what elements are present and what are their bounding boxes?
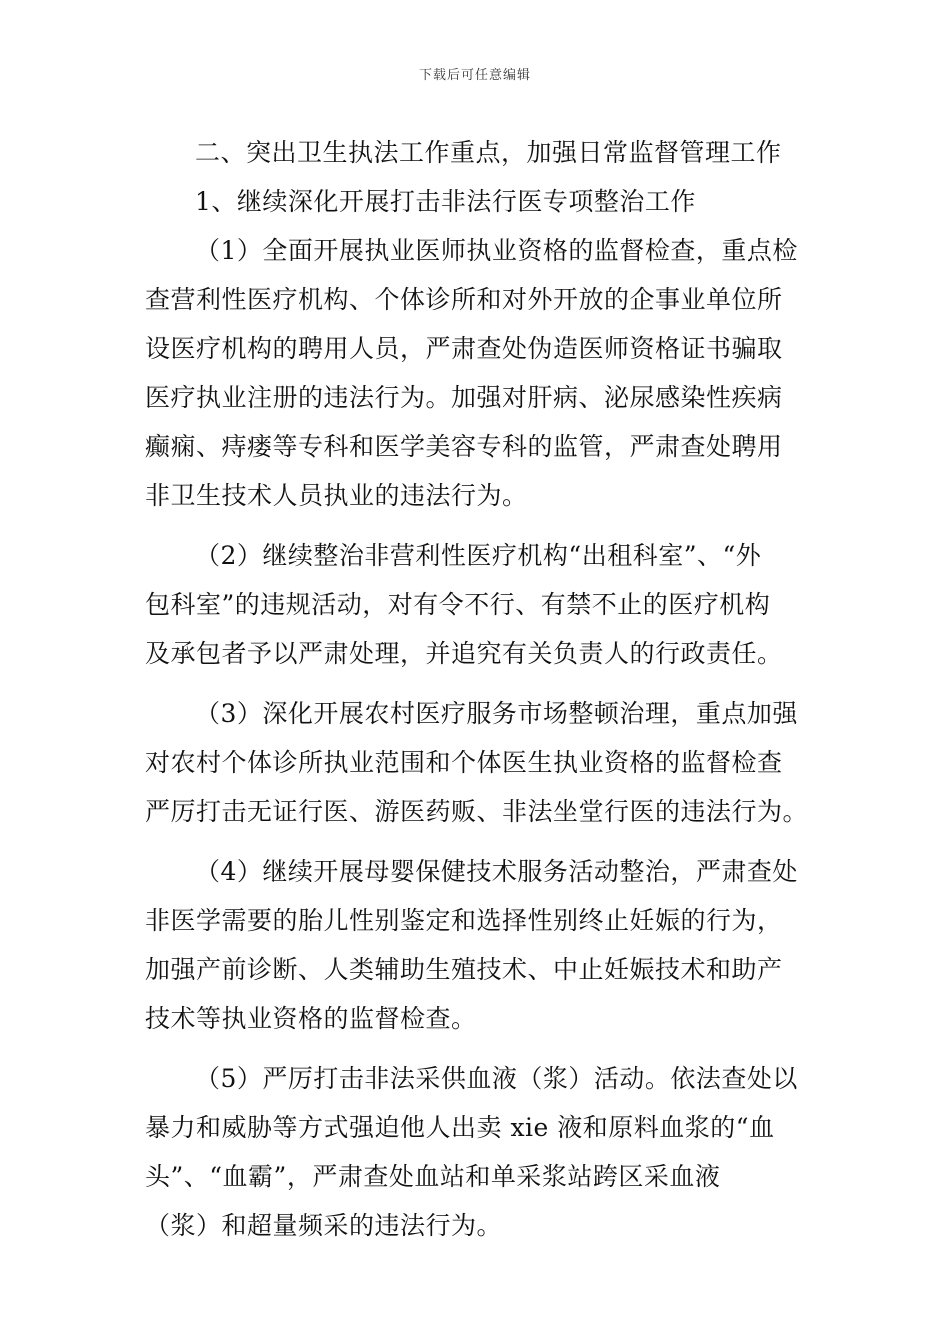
paragraph-gap — [145, 678, 810, 689]
paragraph-4-line: （4）继续开展母婴保健技术服务活动整治，严肃查处 — [195, 857, 798, 886]
paragraph-1-line: 癫痫、痔瘘等专科和医学美容专科的监管，严肃查处聘用 — [145, 432, 783, 461]
header-note: 下载后可任意编辑 — [418, 68, 531, 83]
paragraph-1-line: （1）全面开展执业医师执业资格的监督检查，重点检 — [195, 236, 798, 265]
document-body — [145, 128, 810, 1250]
paragraph-2-line: （2）继续整治非营利性医疗机构“出租科室”、“外 — [195, 541, 762, 570]
paragraph-3-line: 对农村个体诊所执业范围和个体医生执业资格的监督检查 — [145, 748, 783, 777]
paragraph-4-line: 非医学需要的胎儿性别鉴定和选择性别终止妊娠的行为， — [145, 906, 783, 935]
paragraph-3-line: 严厉打击无证行医、游医药贩、非法坐堂行医的违法行为。 — [145, 797, 809, 826]
paragraph-2-line: 及承包者予以严肃处理，并追究有关负责人的行政责任。 — [145, 639, 783, 668]
paragraph-1-line: 查营利性医疗机构、个体诊所和对外开放的企事业单位所 — [145, 285, 783, 314]
paragraph-5-line: （浆）和超量频采的违法行为。 — [145, 1211, 503, 1240]
paragraph-4-line: 技术等执业资格的监督检查。 — [145, 1004, 477, 1033]
paragraph-gap — [145, 520, 810, 531]
paragraph-1-line: 非卫生技术人员执业的违法行为。 — [145, 481, 528, 510]
paragraph-1-line: 设医疗机构的聘用人员，严肃查处伪造医师资格证书骗取 — [145, 334, 783, 363]
paragraph-5-line: （5）严厉打击非法采供血液（浆）活动。依法查处以 — [195, 1064, 798, 1093]
subsection-heading: 1、继续深化开展打击非法行医专项整治工作 — [195, 187, 696, 216]
paragraph-2-line: 包科室”的违规活动，对有令不行、有禁不止的医疗机构 — [145, 590, 771, 619]
paragraph-gap — [145, 1043, 810, 1054]
paragraph-5-line: 暴力和威胁等方式强迫他人出卖 xie 液和原料血浆的“血 — [145, 1113, 775, 1142]
section-heading: 二、突出卫生执法工作重点，加强日常监督管理工作 — [195, 138, 782, 167]
paragraph-5-line: 头”、“血霸”，严肃查处血站和单采浆站跨区采血液 — [145, 1162, 721, 1191]
paragraph-4-line: 加强产前诊断、人类辅助生殖技术、中止妊娠技术和助产 — [145, 955, 783, 984]
paragraph-gap — [145, 836, 810, 847]
paragraph-1-line: 医疗执业注册的违法行为。加强对肝病、泌尿感染性疾病 — [145, 383, 783, 412]
paragraph-3-line: （3）深化开展农村医疗服务市场整顿治理，重点加强 — [195, 699, 798, 728]
